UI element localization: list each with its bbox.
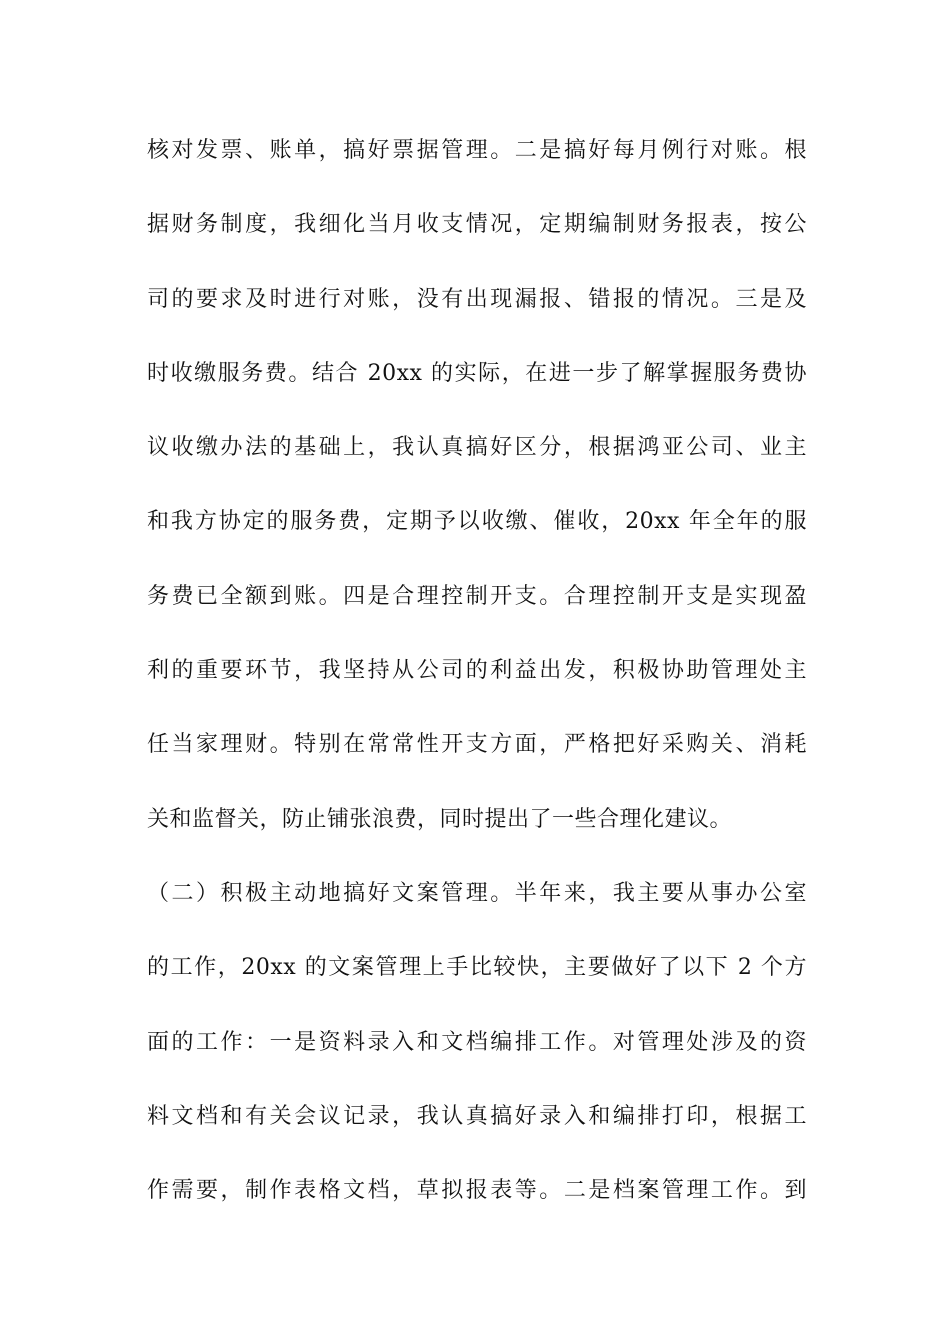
text-line-2: 据财务制度，我细化当月收支情况，定期编制财务报表，按公 bbox=[147, 212, 807, 238]
text-line-6: 和我方协定的服务费，定期予以收缴、催收，20xx 年全年的服 bbox=[147, 509, 807, 535]
text-line-3: 司的要求及时进行对账，没有出现漏报、错报的情况。三是及 bbox=[147, 286, 807, 312]
text-line-5: 议收缴办法的基础上，我认真搞好区分，根据鸿亚公司、业主 bbox=[147, 435, 807, 461]
text-line-8: 利的重要环节，我坚持从公司的利益出发，积极协助管理处主 bbox=[147, 658, 807, 684]
text-line-13: 面的工作：一是资料录入和文档编排工作。对管理处涉及的资 bbox=[147, 1029, 807, 1055]
text-line-9: 任当家理财。特别在常常性开支方面，严格把好采购关、消耗 bbox=[147, 732, 807, 758]
text-line-11: （二）积极主动地搞好文案管理。半年来，我主要从事办公室 bbox=[147, 880, 807, 906]
text-line-14: 料文档和有关会议记录，我认真搞好录入和编排打印，根据工 bbox=[147, 1103, 807, 1129]
text-line-4: 时收缴服务费。结合 20xx 的实际，在进一步了解掌握服务费协 bbox=[147, 360, 807, 386]
text-line-10: 关和监督关，防止铺张浪费，同时提出了一些合理化建议。 bbox=[147, 806, 733, 832]
text-line-1: 核对发票、账单，搞好票据管理。二是搞好每月例行对账。根 bbox=[147, 138, 807, 163]
text-line-12: 的工作，20xx 的文案管理上手比较快，主要做好了以下 2 个方 bbox=[147, 955, 807, 981]
text-line-7: 务费已全额到账。四是合理控制开支。合理控制开支是实现盈 bbox=[147, 583, 807, 609]
body-text bbox=[147, 131, 807, 1245]
text-line-15: 作需要，制作表格文档，草拟报表等。二是档案管理工作。到 bbox=[147, 1178, 807, 1204]
